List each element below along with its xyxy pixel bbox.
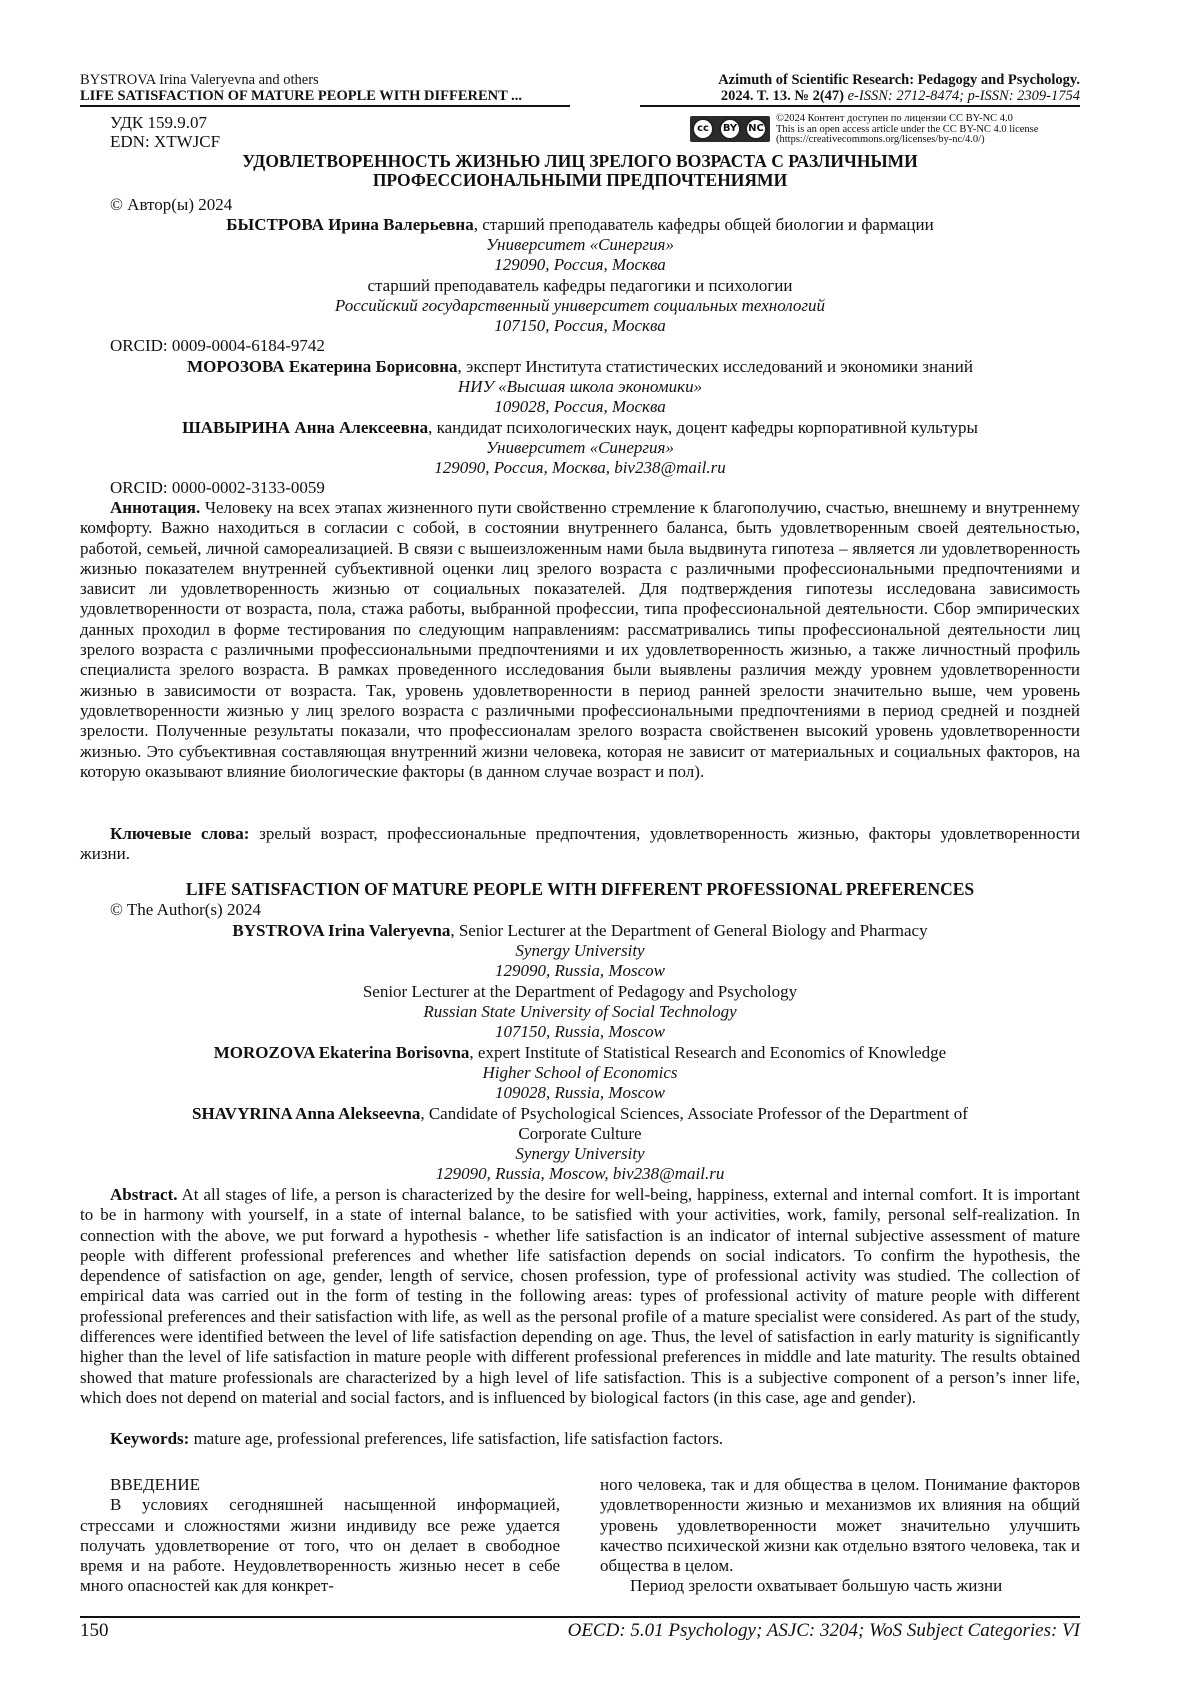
- copyright-ru: © Автор(ы) 2024: [110, 195, 233, 214]
- author1-org2-ru: Российский государственный университет социальных технологий: [334, 296, 826, 315]
- author2-addr-en: 109028, Russia, Moscow: [495, 1083, 665, 1102]
- author2-org-ru: НИУ «Высшая школа экономики»: [457, 377, 703, 396]
- author1-pos2-ru: старший преподаватель кафедры педагогики и психологии: [367, 276, 793, 295]
- keywords-en: Keywords: mature age, professional preferences, life satisfaction, life satisfaction factors.: [110, 1429, 724, 1448]
- author3-org-en: Synergy University: [515, 1144, 645, 1163]
- body-paragraph: В условиях сегодняшней насыщенной информацией, стрессами и сложностями жизни индивиду все реже удается получать удовлетворение от того, что он делает в свободное время и на работе. Неудовлетворенность жизнью несет в себе много опасностей как для конкрет-: [80, 1495, 560, 1596]
- author1-addr-en: 129090, Russia, Moscow: [495, 961, 665, 980]
- license-link[interactable]: (https://creativecommons.org/licenses/by-nc/4.0/): [776, 134, 985, 145]
- udk-block: [110, 113, 220, 151]
- journal-name: Azimuth of Scientific Research: Pedagogy and Psychology.: [718, 72, 1080, 88]
- footer-rule: [80, 1616, 1080, 1618]
- header-left: [80, 72, 522, 104]
- header-authors: BYSTROVA Irina Valeryevna and others: [80, 72, 319, 88]
- author2-addr-ru: 109028, Россия, Москва: [494, 397, 666, 416]
- title-ru: УДОВЛЕТВОРЕННОСТЬ ЖИЗНЬЮ ЛИЦ ЗРЕЛОГО ВОЗРАСТА С РАЗЛИЧНЫМИ ПРОФЕССИОНАЛЬНЫМИ ПРЕДПОЧТЕНИЯМИ: [242, 151, 918, 190]
- cc-by-nc-badge-icon[interactable]: [690, 116, 770, 142]
- edn-code: EDN: XTWJCF: [110, 132, 221, 151]
- author3-addr-en: 129090, Russia, Moscow, biv238@mail.ru: [435, 1164, 725, 1183]
- body-paragraph: Период зрелости охватывает большую часть жизни: [630, 1576, 1003, 1596]
- body-left-column: [80, 1475, 560, 1597]
- author3-ru: ШАВЫРИНА Анна Алексеевна, кандидат психологических наук, доцент кафедры корпоративной культуры: [182, 418, 978, 437]
- abstract-ru: Аннотация. Человеку на всех этапах жизненного пути свойственно стремление к благополучию, счастью, внешнему и внутреннему комфорту. Важно находиться в согласии с собой, в состоянии внутреннего баланса, быть удовлетворенным своей деятельностью, работой, семьей, личной самореализацией. В связи с вышеизложенным нами была выдвинута гипотеза – является ли удовлетворенность жизнью показателем внутренней субъективной оценки лиц зрелого возраста с различными профессиональными предпочтениями и зависит ли удовлетворенность жизнью от социальных показателей. Для подтверждения гипотезы исследована зависимость удовлетворенности от возраста, пола, стажа работы, выбранной профессии, типа профессиональной деятельности. Сбор эмпирических данных проходил в форме тестирования по следующим направлениям: рассматривались типы профессиональной деятельности лиц зрелого возраста с различными профессиональными предпочтениями и их удовлетворенность жизнью, а также личностный профиль специалиста зрелого возраста. В рамках проведенного исследования были выявлены различия между уровнем удовлетворенности жизнью в зависимости от возраста. Так, уровень удовлетворенности в период ранней зрелости значительно выше, чем уровень удовлетворенности жизнью у лиц зрелого возраста с различными профессиональными предпочтениями в период средней и поздней зрелости. Полученные результаты показали, что профессионалам зрелого возраста свойственен высокий уровень удовлетворенности жизнью. Это субъективная составляющая внутренний жизни человека, которая не зависит от материальных и социальных факторов, на которую оказывают влияние биологические факторы (в данном случае возраст и пол).: [80, 498, 1080, 781]
- author1-org-ru: Университет «Синергия»: [486, 235, 674, 254]
- journal-page: [80, 0, 1080, 1697]
- header-rule-left: [80, 105, 570, 107]
- header-short-title: LIFE SATISFACTION OF MATURE PEOPLE WITH DIFFERENT ...: [80, 88, 523, 104]
- header-rule-right: [640, 105, 1080, 107]
- author3-pos-cont-en: Corporate Culture: [518, 1124, 642, 1143]
- keywords-ru: Ключевые слова: зрелый возраст, профессиональные предпочтения, удовлетворенность жизнью, факторы удовлетворенности жизни.: [80, 824, 1080, 864]
- author3-org-ru: Университет «Синергия»: [486, 438, 674, 457]
- subject-classification: OECD: 5.01 Psychology; ASJC: 3204; WoS Subject Categories: VI: [567, 1620, 1080, 1641]
- title-en: LIFE SATISFACTION OF MATURE PEOPLE WITH DIFFERENT PROFESSIONAL PREFERENCES: [185, 879, 975, 899]
- author3-orcid: ORCID: 0000-0002-3133-0059: [110, 478, 325, 497]
- author1-addr2-ru: 107150, Россия, Москва: [494, 316, 666, 335]
- author1-org-en: Synergy University: [515, 941, 645, 960]
- abstract-en: Abstract. At all stages of life, a person is characterized by the desire for well-being, happiness, external and internal comfort. It is important to be in harmony with yourself, in a state of internal balance, to be satisfied with your activities, work, family, personal self-realization. In connection with the above, we put forward a hypothesis - whether life satisfaction is an indicator of internal subjective assessment of mature people with different professional preferences and whether life satisfaction depends on social indicators. To confirm the hypothesis, the dependence of satisfaction on age, gender, length of service, chosen profession, type of professional activity was studied. The collection of empirical data was carried out in the form of testing in the following areas: types of professional activity of mature people with different professional preferences and their satisfaction with life, as well as the personal profile of a mature specialist were considered. As part of the study, differences were identified between the level of life satisfaction depending on age. Thus, the level of satisfaction in early maturity is significantly higher than the level of life satisfaction in mature people with different professional preferences in middle and late maturity. The results obtained showed that mature professionals are characterized by a high level of life satisfaction. This is a subjective component of a person’s inner life, which does not depend on material and social factors, and is influenced by biological factors (in this case, age and gender).: [80, 1185, 1080, 1407]
- header-right: [718, 72, 1080, 104]
- author1-pos2-en: Senior Lecturer at the Department of Pedagogy and Psychology: [362, 982, 798, 1001]
- author3-addr-ru: 129090, Россия, Москва, biv238@mail.ru: [434, 458, 726, 477]
- copyright-en: © The Author(s) 2024: [110, 900, 261, 919]
- body-paragraph-continued: ного человека, так и для общества в целом. Понимание факторов удовлетворенности жизнью и механизмов их влияния на общий уровень удовлетворенности может значительно улучшить качество психической жизни как отдельно взятого человека, так и общества в целом.: [600, 1475, 1080, 1576]
- author1-org2-en: Russian State University of Social Technology: [423, 1002, 737, 1021]
- license-block: [690, 114, 1080, 146]
- author2-en: MOROZOVA Ekaterina Borisovna, expert Institute of Statistical Research and Economics of Knowledge: [213, 1043, 947, 1062]
- author1-addr2-en: 107150, Russia, Moscow: [495, 1022, 665, 1041]
- author3-en: SHAVYRINA Anna Alekseevna, Candidate of Psychological Sciences, Associate Professor of the Department of: [192, 1104, 968, 1123]
- page-number: 150: [80, 1620, 109, 1641]
- author2-org-en: Higher School of Economics: [482, 1063, 678, 1082]
- author1-orcid: ORCID: 0009-0004-6184-9742: [110, 336, 325, 355]
- author1-ru: БЫСТРОВА Ирина Валерьевна, старший преподаватель кафедры общей биологии и фармации: [226, 215, 934, 234]
- cc-icon: cc: [692, 118, 714, 140]
- body-right-column: [600, 1475, 1080, 1597]
- section-heading: ВВЕДЕНИЕ: [110, 1475, 200, 1494]
- journal-issue: 2024. T. 13. № 2(47) e-ISSN: 2712-8474; p-ISSN: 2309-1754: [720, 88, 1080, 104]
- license-text: ©2024 Контент доступен по лицензии CC BY-NC 4.0 This is an open access article under the CC BY-NC 4.0 license (https://creativecommons.org/licenses/by-nc/4.0/): [776, 114, 1076, 146]
- author2-ru: МОРОЗОВА Екатерина Борисовна, эксперт Института статистических исследований и экономики знаний: [187, 357, 973, 376]
- author1-en: BYSTROVA Irina Valeryevna, Senior Lecturer at the Department of General Biology and Pharmacy: [232, 921, 928, 940]
- by-icon: BY: [719, 118, 741, 140]
- udk-code: УДК 159.9.07: [110, 113, 208, 132]
- author1-addr-ru: 129090, Россия, Москва: [494, 255, 666, 274]
- nc-icon: NC: [745, 118, 767, 140]
